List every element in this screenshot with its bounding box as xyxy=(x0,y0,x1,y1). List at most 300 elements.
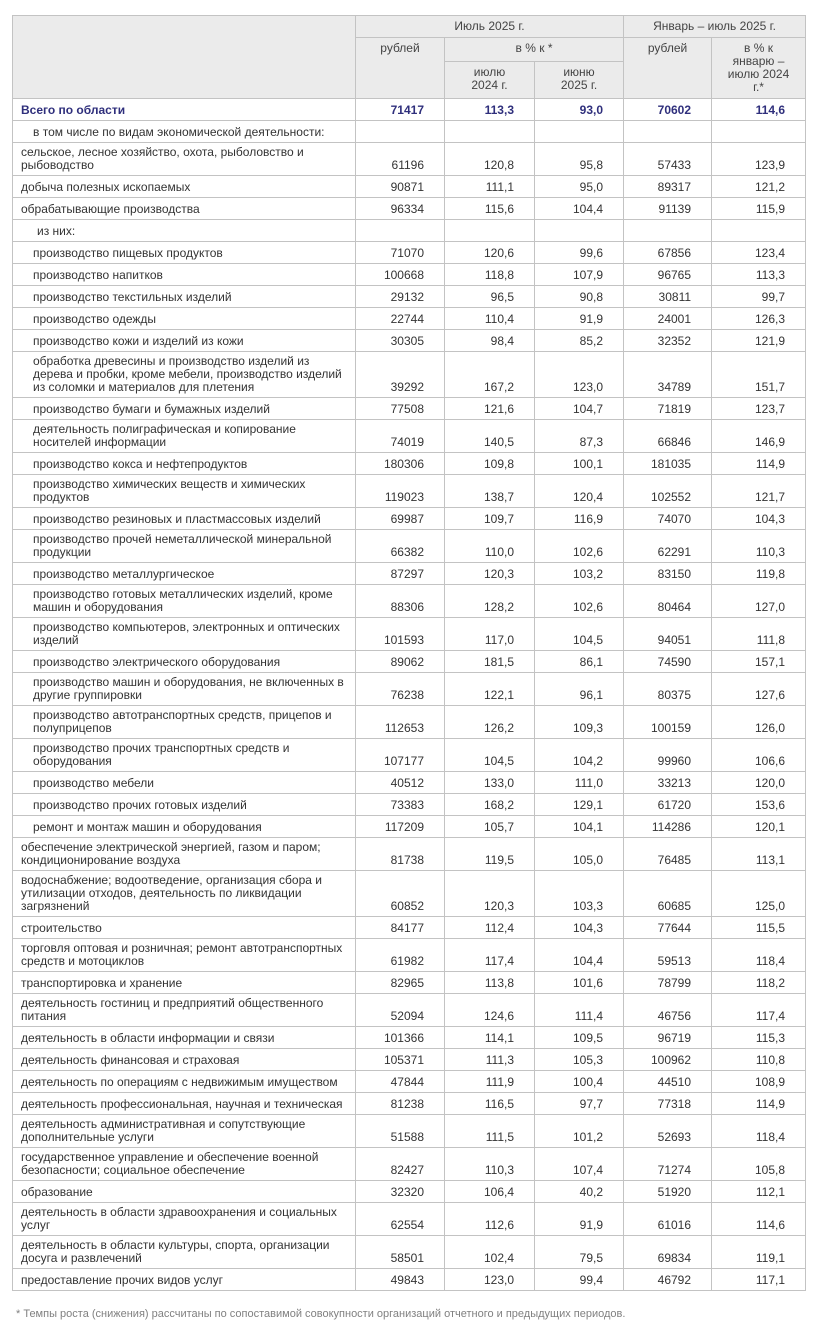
cell-c4: 69834 xyxy=(624,1236,712,1269)
row-label: предоставление прочих видов услуг xyxy=(13,1269,356,1291)
cell-c3: 123,0 xyxy=(535,352,624,398)
row-label: из них: xyxy=(13,220,356,242)
cell-c1: 69987 xyxy=(356,508,445,530)
table-row xyxy=(13,706,806,739)
cell-c1: 100668 xyxy=(356,264,445,286)
cell-c5: 119,8 xyxy=(712,563,806,585)
cell-c2 xyxy=(445,121,535,143)
cell-c1: 66382 xyxy=(356,530,445,563)
cell-c1: 51588 xyxy=(356,1115,445,1148)
header-vs-june-2025: июню 2025 г. xyxy=(535,61,624,98)
table-row xyxy=(13,563,806,585)
table-row xyxy=(13,176,806,198)
cell-c5: 114,9 xyxy=(712,1093,806,1115)
header-vs-july-2024: июлю 2024 г. xyxy=(445,61,535,98)
row-label: производство напитков xyxy=(13,264,356,286)
cell-c2: 120,3 xyxy=(445,563,535,585)
cell-c1: 76238 xyxy=(356,673,445,706)
cell-c1: 81738 xyxy=(356,838,445,871)
cell-c3: 95,0 xyxy=(535,176,624,198)
table-row xyxy=(13,871,806,917)
cell-c3: 101,6 xyxy=(535,972,624,994)
cell-c5: 123,4 xyxy=(712,242,806,264)
table-row xyxy=(13,143,806,176)
cell-c3: 86,1 xyxy=(535,651,624,673)
row-label: производство кокса и нефтепродуктов xyxy=(13,453,356,475)
cell-c2: 113,3 xyxy=(445,99,535,121)
cell-c2: 124,6 xyxy=(445,994,535,1027)
cell-c1: 58501 xyxy=(356,1236,445,1269)
header-rub-janjul: рублей xyxy=(624,38,712,99)
table-row xyxy=(13,398,806,420)
cell-c5: 117,4 xyxy=(712,994,806,1027)
cell-c5: 113,3 xyxy=(712,264,806,286)
cell-c3: 104,3 xyxy=(535,917,624,939)
row-label: производство прочих транспортных средств и оборудования xyxy=(13,739,356,772)
cell-c5: 127,6 xyxy=(712,673,806,706)
row-label: производство мебели xyxy=(13,772,356,794)
cell-c3: 102,6 xyxy=(535,530,624,563)
cell-c4: 100159 xyxy=(624,706,712,739)
row-label: добыча полезных ископаемых xyxy=(13,176,356,198)
row-label: производство текстильных изделий xyxy=(13,286,356,308)
row-label: деятельность гостиниц и предприятий общественного питания xyxy=(13,994,356,1027)
cell-c3: 129,1 xyxy=(535,794,624,816)
cell-c4: 66846 xyxy=(624,420,712,453)
cell-c1: 61982 xyxy=(356,939,445,972)
cell-c5: 106,6 xyxy=(712,739,806,772)
table-row xyxy=(13,330,806,352)
cell-c1: 89062 xyxy=(356,651,445,673)
cell-c4: 46792 xyxy=(624,1269,712,1291)
cell-c2: 123,0 xyxy=(445,1269,535,1291)
cell-c1: 71070 xyxy=(356,242,445,264)
row-label: ремонт и монтаж машин и оборудования xyxy=(13,816,356,838)
cell-c5: 120,1 xyxy=(712,816,806,838)
table-row xyxy=(13,816,806,838)
cell-c4: 24001 xyxy=(624,308,712,330)
table-row xyxy=(13,917,806,939)
row-label: государственное управление и обеспечение военной безопасности; социальное обеспечение xyxy=(13,1148,356,1181)
cell-c4: 96719 xyxy=(624,1027,712,1049)
table-row xyxy=(13,475,806,508)
cell-c2: 105,7 xyxy=(445,816,535,838)
cell-c5: 108,9 xyxy=(712,1071,806,1093)
table-row xyxy=(13,352,806,398)
cell-c2: 109,7 xyxy=(445,508,535,530)
cell-c1: 101593 xyxy=(356,618,445,651)
row-label: производство прочей неметаллической минеральной продукции xyxy=(13,530,356,563)
table-row xyxy=(13,1049,806,1071)
cell-c5: 127,0 xyxy=(712,585,806,618)
row-label: деятельность финансовая и страховая xyxy=(13,1049,356,1071)
cell-c3: 90,8 xyxy=(535,286,624,308)
cell-c2: 167,2 xyxy=(445,352,535,398)
row-label: транспортировка и хранение xyxy=(13,972,356,994)
cell-c4: 44510 xyxy=(624,1071,712,1093)
cell-c3: 104,2 xyxy=(535,739,624,772)
row-label: водоснабжение; водоотведение, организация сбора и утилизации отходов, деятельность по ликвидации загрязнений xyxy=(13,871,356,917)
cell-c1: 180306 xyxy=(356,453,445,475)
row-label: деятельность в области здравоохранения и социальных услуг xyxy=(13,1203,356,1236)
row-label: деятельность профессиональная, научная и техническая xyxy=(13,1093,356,1115)
cell-c1: 30305 xyxy=(356,330,445,352)
cell-c2: 119,5 xyxy=(445,838,535,871)
cell-c4: 67856 xyxy=(624,242,712,264)
cell-c1: 60852 xyxy=(356,871,445,917)
cell-c3: 99,6 xyxy=(535,242,624,264)
cell-c4: 78799 xyxy=(624,972,712,994)
cell-c1: 29132 xyxy=(356,286,445,308)
cell-c4: 89317 xyxy=(624,176,712,198)
row-label: деятельность по операциям с недвижимым имуществом xyxy=(13,1071,356,1093)
cell-c3: 100,4 xyxy=(535,1071,624,1093)
cell-c1: 81238 xyxy=(356,1093,445,1115)
cell-c3: 99,4 xyxy=(535,1269,624,1291)
cell-c2: 168,2 xyxy=(445,794,535,816)
cell-c5: 111,8 xyxy=(712,618,806,651)
cell-c4: 74070 xyxy=(624,508,712,530)
cell-c4 xyxy=(624,220,712,242)
row-label: образование xyxy=(13,1181,356,1203)
table-row xyxy=(13,972,806,994)
header-pct-janjul-2024: в % к январю – июлю 2024 г.* xyxy=(712,38,806,99)
cell-c5: 114,9 xyxy=(712,453,806,475)
cell-c2: 102,4 xyxy=(445,1236,535,1269)
table-row xyxy=(13,585,806,618)
cell-c3: 109,5 xyxy=(535,1027,624,1049)
cell-c5: 105,8 xyxy=(712,1148,806,1181)
row-label: производство пищевых продуктов xyxy=(13,242,356,264)
row-label: обрабатывающие производства xyxy=(13,198,356,220)
cell-c3: 104,7 xyxy=(535,398,624,420)
row-label: Всего по области xyxy=(13,99,356,121)
cell-c1: 22744 xyxy=(356,308,445,330)
table-row xyxy=(13,651,806,673)
table-row xyxy=(13,264,806,286)
cell-c5: 153,6 xyxy=(712,794,806,816)
cell-c4: 102552 xyxy=(624,475,712,508)
cell-c2: 112,6 xyxy=(445,1203,535,1236)
cell-c2: 120,8 xyxy=(445,143,535,176)
table-row xyxy=(13,1203,806,1236)
cell-c2: 122,1 xyxy=(445,673,535,706)
table-row xyxy=(13,739,806,772)
table-row xyxy=(13,308,806,330)
cell-c2: 110,4 xyxy=(445,308,535,330)
cell-c5: 110,3 xyxy=(712,530,806,563)
cell-c4: 52693 xyxy=(624,1115,712,1148)
cell-c3: 85,2 xyxy=(535,330,624,352)
cell-c5: 126,3 xyxy=(712,308,806,330)
table-row xyxy=(13,838,806,871)
cell-c1: 117209 xyxy=(356,816,445,838)
cell-c2: 113,8 xyxy=(445,972,535,994)
cell-c3: 120,4 xyxy=(535,475,624,508)
cell-c2: 140,5 xyxy=(445,420,535,453)
cell-c2: 109,8 xyxy=(445,453,535,475)
table-row xyxy=(13,530,806,563)
row-label: производство готовых металлических изделий, кроме машин и оборудования xyxy=(13,585,356,618)
cell-c3: 93,0 xyxy=(535,99,624,121)
table-body xyxy=(13,99,806,1291)
cell-c5: 146,9 xyxy=(712,420,806,453)
cell-c5: 112,1 xyxy=(712,1181,806,1203)
cell-c4: 96765 xyxy=(624,264,712,286)
cell-c2: 111,9 xyxy=(445,1071,535,1093)
cell-c3: 91,9 xyxy=(535,308,624,330)
cell-c4: 100962 xyxy=(624,1049,712,1071)
header-rub-july: рублей xyxy=(356,38,445,99)
cell-c2: 117,0 xyxy=(445,618,535,651)
cell-c2 xyxy=(445,220,535,242)
cell-c4: 71819 xyxy=(624,398,712,420)
cell-c2: 121,6 xyxy=(445,398,535,420)
cell-c2: 110,3 xyxy=(445,1148,535,1181)
wage-table-container xyxy=(12,15,805,1291)
cell-c4 xyxy=(624,121,712,143)
cell-c1: 96334 xyxy=(356,198,445,220)
cell-c2: 115,6 xyxy=(445,198,535,220)
cell-c4: 61720 xyxy=(624,794,712,816)
cell-c5: 121,7 xyxy=(712,475,806,508)
row-label: деятельность в области культуры, спорта, организации досуга и развлечений xyxy=(13,1236,356,1269)
cell-c1: 32320 xyxy=(356,1181,445,1203)
cell-c1: 88306 xyxy=(356,585,445,618)
cell-c1 xyxy=(356,121,445,143)
cell-c1: 61196 xyxy=(356,143,445,176)
table-row xyxy=(13,1148,806,1181)
cell-c5: 115,9 xyxy=(712,198,806,220)
cell-c2: 126,2 xyxy=(445,706,535,739)
cell-c1: 71417 xyxy=(356,99,445,121)
cell-c2: 133,0 xyxy=(445,772,535,794)
cell-c3: 79,5 xyxy=(535,1236,624,1269)
cell-c2: 104,5 xyxy=(445,739,535,772)
cell-c2: 128,2 xyxy=(445,585,535,618)
table-row xyxy=(13,673,806,706)
cell-c4: 80375 xyxy=(624,673,712,706)
cell-c5: 126,0 xyxy=(712,706,806,739)
row-label: сельское, лесное хозяйство, охота, рыболовство и рыбоводство xyxy=(13,143,356,176)
cell-c1: 105371 xyxy=(356,1049,445,1071)
cell-c1: 101366 xyxy=(356,1027,445,1049)
row-label: торговля оптовая и розничная; ремонт автотранспортных средств и мотоциклов xyxy=(13,939,356,972)
table-row xyxy=(13,1269,806,1291)
cell-c2: 111,3 xyxy=(445,1049,535,1071)
table-row xyxy=(13,1093,806,1115)
table-row xyxy=(13,939,806,972)
table-row xyxy=(13,242,806,264)
cell-c3: 116,9 xyxy=(535,508,624,530)
cell-c5: 151,7 xyxy=(712,352,806,398)
cell-c3 xyxy=(535,220,624,242)
cell-c3: 102,6 xyxy=(535,585,624,618)
cell-c2: 96,5 xyxy=(445,286,535,308)
table-row xyxy=(13,1027,806,1049)
cell-c3: 104,4 xyxy=(535,198,624,220)
table-row xyxy=(13,794,806,816)
cell-c1: 39292 xyxy=(356,352,445,398)
cell-c1: 77508 xyxy=(356,398,445,420)
cell-c3: 103,2 xyxy=(535,563,624,585)
cell-c1: 82965 xyxy=(356,972,445,994)
cell-c3: 101,2 xyxy=(535,1115,624,1148)
table-row xyxy=(13,618,806,651)
table-row xyxy=(13,220,806,242)
cell-c4: 61016 xyxy=(624,1203,712,1236)
table-row xyxy=(13,508,806,530)
cell-c2: 110,0 xyxy=(445,530,535,563)
cell-c5: 118,2 xyxy=(712,972,806,994)
cell-c2: 98,4 xyxy=(445,330,535,352)
row-label: в том числе по видам экономической деятельности: xyxy=(13,121,356,143)
cell-c1: 62554 xyxy=(356,1203,445,1236)
cell-c5 xyxy=(712,220,806,242)
footnote: * Темпы роста (снижения) рассчитаны по сопоставимой совокупности организаций отчетного и предыдущих периодов. xyxy=(16,1308,626,1320)
cell-c3: 91,9 xyxy=(535,1203,624,1236)
cell-c5 xyxy=(712,121,806,143)
cell-c3: 100,1 xyxy=(535,453,624,475)
cell-c3: 109,3 xyxy=(535,706,624,739)
cell-c5: 110,8 xyxy=(712,1049,806,1071)
cell-c5: 113,1 xyxy=(712,838,806,871)
row-label: производство бумаги и бумажных изделий xyxy=(13,398,356,420)
table-header xyxy=(13,16,806,99)
cell-c4: 83150 xyxy=(624,563,712,585)
row-label: деятельность административная и сопутствующие дополнительные услуги xyxy=(13,1115,356,1148)
cell-c3: 111,0 xyxy=(535,772,624,794)
cell-c2: 138,7 xyxy=(445,475,535,508)
cell-c1: 87297 xyxy=(356,563,445,585)
cell-c3: 105,0 xyxy=(535,838,624,871)
table-row xyxy=(13,198,806,220)
cell-c4: 94051 xyxy=(624,618,712,651)
cell-c1 xyxy=(356,220,445,242)
cell-c5: 123,9 xyxy=(712,143,806,176)
cell-c1: 40512 xyxy=(356,772,445,794)
cell-c3: 111,4 xyxy=(535,994,624,1027)
cell-c5: 120,0 xyxy=(712,772,806,794)
cell-c4: 80464 xyxy=(624,585,712,618)
cell-c3: 105,3 xyxy=(535,1049,624,1071)
cell-c2: 120,3 xyxy=(445,871,535,917)
cell-c4: 99960 xyxy=(624,739,712,772)
table-row-total xyxy=(13,99,806,121)
cell-c1: 47844 xyxy=(356,1071,445,1093)
cell-c1: 112653 xyxy=(356,706,445,739)
cell-c3: 103,3 xyxy=(535,871,624,917)
header-blank xyxy=(13,16,356,99)
row-label: производство машин и оборудования, не включенных в другие группировки xyxy=(13,673,356,706)
cell-c2: 106,4 xyxy=(445,1181,535,1203)
cell-c4: 46756 xyxy=(624,994,712,1027)
cell-c3: 107,4 xyxy=(535,1148,624,1181)
cell-c4: 74590 xyxy=(624,651,712,673)
cell-c4: 30811 xyxy=(624,286,712,308)
cell-c3: 104,4 xyxy=(535,939,624,972)
header-jan-jul-2025: Январь – июль 2025 г. xyxy=(624,16,806,38)
row-label: обеспечение электрической энергией, газом и паром; кондиционирование воздуха xyxy=(13,838,356,871)
table-row xyxy=(13,772,806,794)
cell-c4: 71274 xyxy=(624,1148,712,1181)
cell-c1: 82427 xyxy=(356,1148,445,1181)
cell-c3: 97,7 xyxy=(535,1093,624,1115)
cell-c5: 118,4 xyxy=(712,1115,806,1148)
cell-c2: 181,5 xyxy=(445,651,535,673)
cell-c4: 77644 xyxy=(624,917,712,939)
cell-c5: 115,5 xyxy=(712,917,806,939)
row-label: деятельность полиграфическая и копирование носителей информации xyxy=(13,420,356,453)
cell-c3 xyxy=(535,121,624,143)
cell-c5: 118,4 xyxy=(712,939,806,972)
cell-c1: 107177 xyxy=(356,739,445,772)
row-label: обработка древесины и производство изделий из дерева и пробки, кроме мебели, производство изделий из соломки и материалов для плетения xyxy=(13,352,356,398)
cell-c5: 99,7 xyxy=(712,286,806,308)
cell-c5: 115,3 xyxy=(712,1027,806,1049)
cell-c3: 104,1 xyxy=(535,816,624,838)
cell-c3: 87,3 xyxy=(535,420,624,453)
cell-c4: 181035 xyxy=(624,453,712,475)
row-label: производство электрического оборудования xyxy=(13,651,356,673)
wage-table xyxy=(12,15,806,1291)
cell-c5: 121,9 xyxy=(712,330,806,352)
cell-c3: 95,8 xyxy=(535,143,624,176)
cell-c3: 40,2 xyxy=(535,1181,624,1203)
row-label: производство автотранспортных средств, прицепов и полуприцепов xyxy=(13,706,356,739)
row-label: производство химических веществ и химических продуктов xyxy=(13,475,356,508)
cell-c4: 33213 xyxy=(624,772,712,794)
cell-c2: 111,1 xyxy=(445,176,535,198)
cell-c5: 114,6 xyxy=(712,99,806,121)
table-row xyxy=(13,453,806,475)
cell-c5: 104,3 xyxy=(712,508,806,530)
table-row xyxy=(13,121,806,143)
cell-c4: 32352 xyxy=(624,330,712,352)
row-label: производство одежды xyxy=(13,308,356,330)
cell-c2: 114,1 xyxy=(445,1027,535,1049)
cell-c2: 111,5 xyxy=(445,1115,535,1148)
cell-c1: 84177 xyxy=(356,917,445,939)
cell-c2: 117,4 xyxy=(445,939,535,972)
cell-c5: 125,0 xyxy=(712,871,806,917)
cell-c3: 104,5 xyxy=(535,618,624,651)
cell-c1: 90871 xyxy=(356,176,445,198)
row-label: деятельность в области информации и связи xyxy=(13,1027,356,1049)
cell-c4: 77318 xyxy=(624,1093,712,1115)
cell-c5: 121,2 xyxy=(712,176,806,198)
cell-c5: 123,7 xyxy=(712,398,806,420)
cell-c5: 119,1 xyxy=(712,1236,806,1269)
cell-c4: 91139 xyxy=(624,198,712,220)
cell-c4: 70602 xyxy=(624,99,712,121)
cell-c4: 59513 xyxy=(624,939,712,972)
cell-c4: 62291 xyxy=(624,530,712,563)
row-label: производство прочих готовых изделий xyxy=(13,794,356,816)
cell-c1: 73383 xyxy=(356,794,445,816)
table-row xyxy=(13,420,806,453)
row-label: производство кожи и изделий из кожи xyxy=(13,330,356,352)
cell-c5: 114,6 xyxy=(712,1203,806,1236)
cell-c5: 117,1 xyxy=(712,1269,806,1291)
cell-c4: 114286 xyxy=(624,816,712,838)
cell-c3: 107,9 xyxy=(535,264,624,286)
row-label: строительство xyxy=(13,917,356,939)
table-row xyxy=(13,1115,806,1148)
cell-c2: 116,5 xyxy=(445,1093,535,1115)
row-label: производство резиновых и пластмассовых изделий xyxy=(13,508,356,530)
row-label: производство металлургическое xyxy=(13,563,356,585)
